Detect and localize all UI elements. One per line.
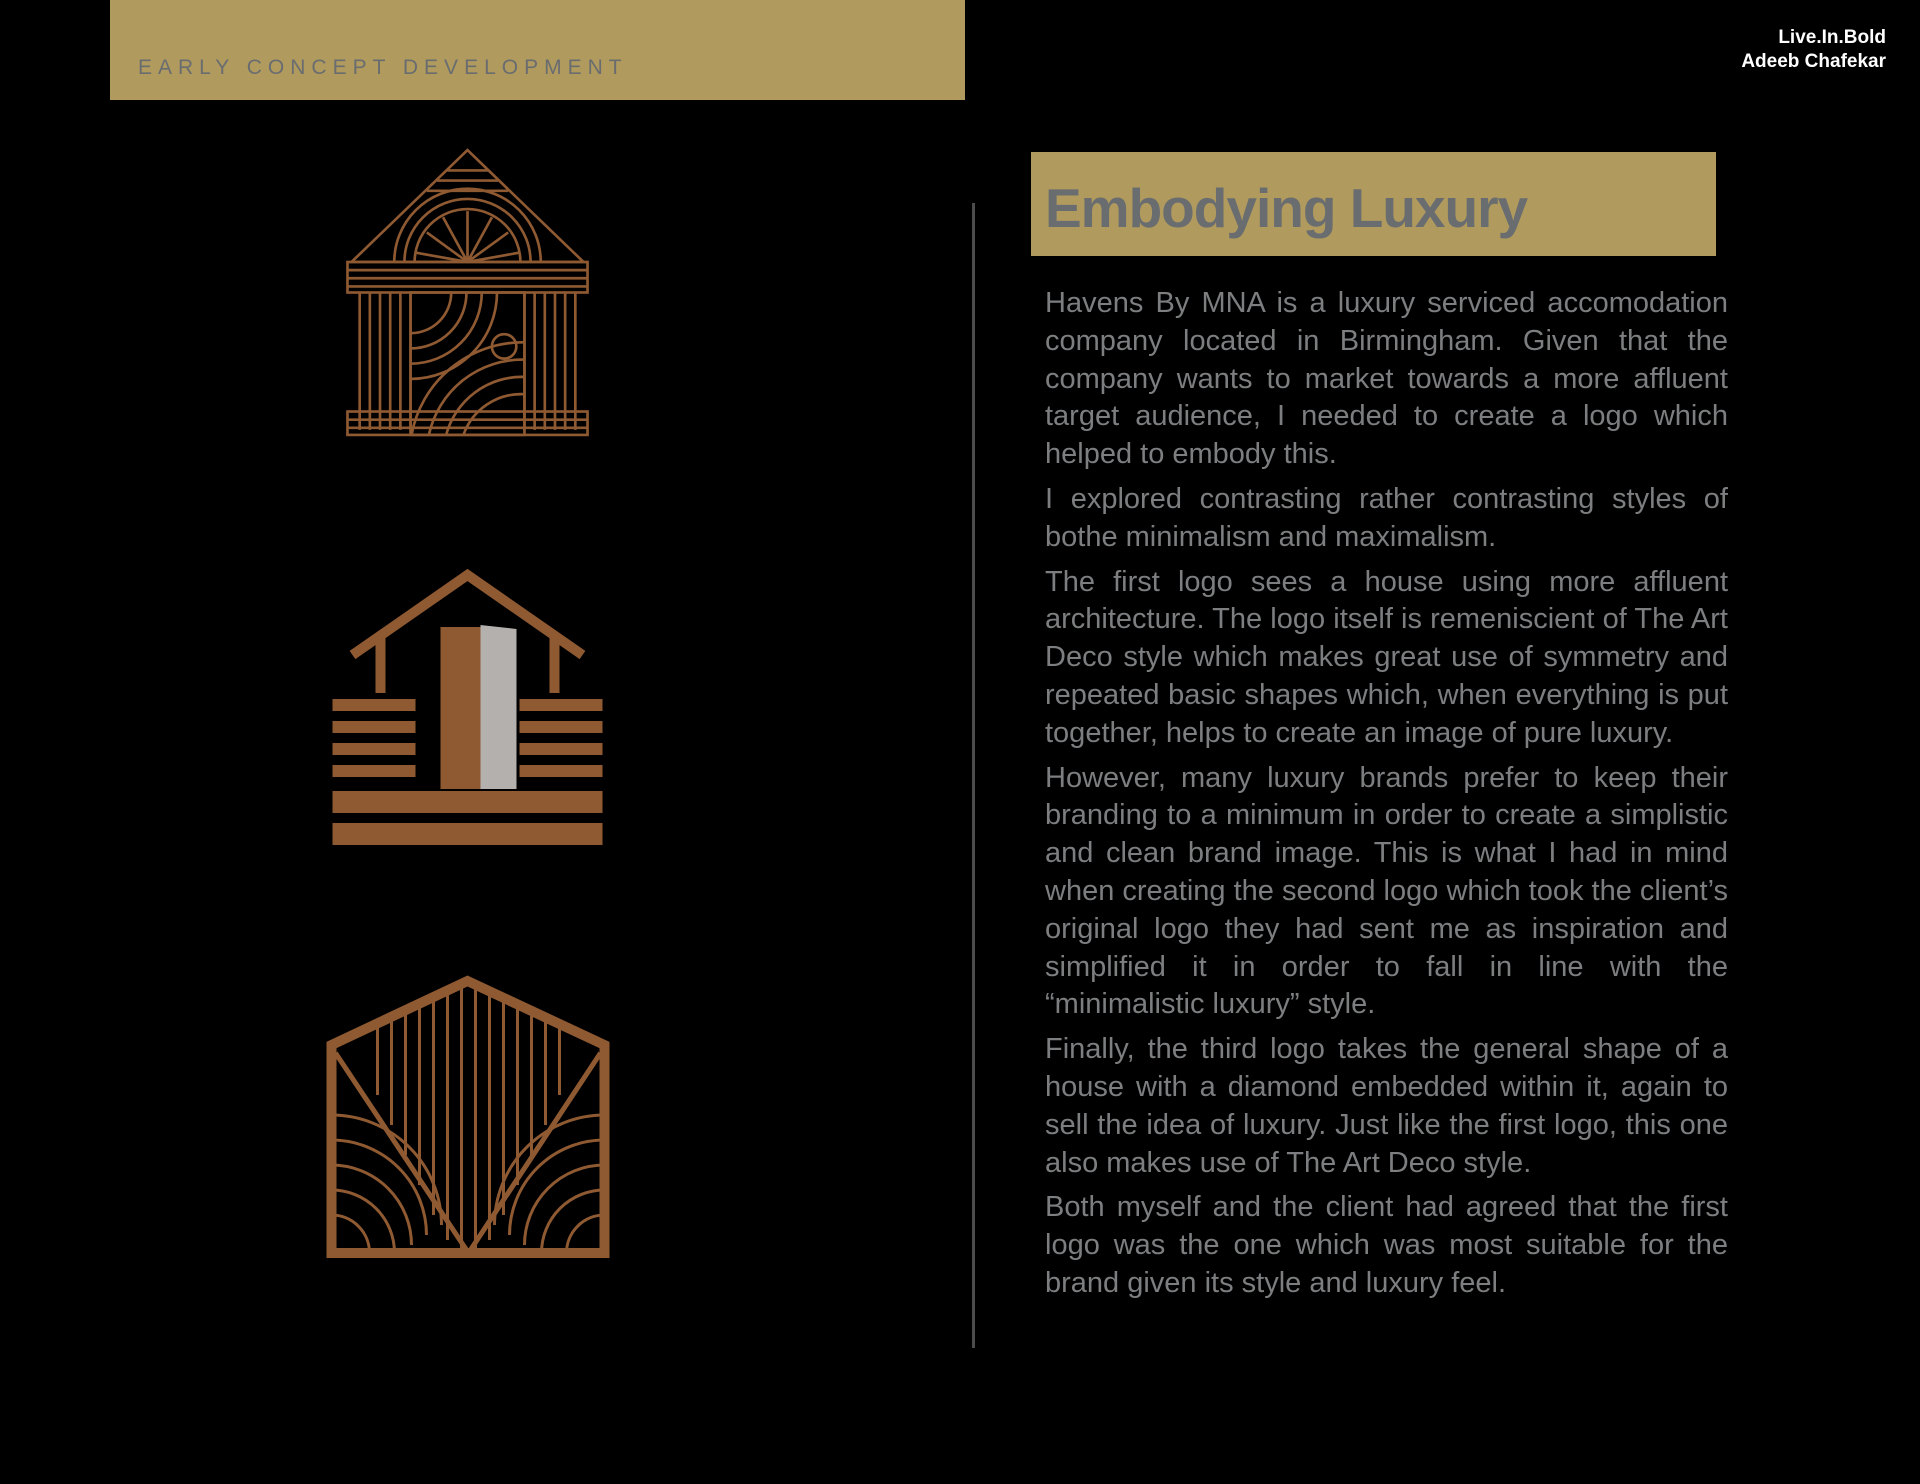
minimal-house-logo bbox=[330, 565, 605, 850]
paragraph-intro: Havens By MNA is a luxury serviced accomodation company located in Birmingham. Given that the company wants to market towards a more affluent target audience, I needed to create a logo which helped to embody this. bbox=[1045, 287, 1728, 471]
section-banner bbox=[110, 0, 965, 100]
credits bbox=[1741, 26, 1886, 74]
paragraph-second-logo: However, many luxury brands prefer to keep their branding to a minimum in order to create a simplistic and clean brand image. This is what I had in mind when creating the second logo which took the client’s original logo they had sent me as inspiration and simplified it in order to fall in line with the “minimalistic luxury” style. bbox=[1045, 761, 1729, 1021]
title-banner bbox=[1031, 152, 1716, 256]
paragraph-third-logo: Finally, the third logo takes the general shape of a house with a diamond embedded within it, again to sell the idea of luxury. Just like the first logo, this one also makes use of The Art Deco style. bbox=[1045, 1033, 1728, 1179]
page-title: Embodying Luxury bbox=[1045, 177, 1528, 239]
article-body bbox=[1045, 285, 1728, 1310]
paragraph-first-logo: The first logo sees a house using more affluent architecture. The logo itself is remeniscient of The Art Deco style which makes great use of symmetry and repeated basic shapes which, when everything is put together, helps to create an image of pure luxury. bbox=[1045, 565, 1728, 749]
paragraph-conclusion: Both myself and the client had agreed that the first logo was the one which was most suitable for the brand given its style and luxury feel. bbox=[1045, 1191, 1728, 1299]
paragraph-styles: I explored contrasting rather contrasting styles of bothe minimalism and maximalism. bbox=[1045, 482, 1728, 553]
author-name: Adeeb Chafekar bbox=[1741, 51, 1886, 72]
art-deco-house-logo bbox=[340, 145, 595, 440]
diamond-house-logo bbox=[322, 975, 614, 1260]
vertical-divider bbox=[972, 203, 975, 1348]
section-label: EARLY CONCEPT DEVELOPMENT bbox=[138, 56, 628, 79]
brand-tagline: Live.In.Bold bbox=[1778, 27, 1886, 48]
